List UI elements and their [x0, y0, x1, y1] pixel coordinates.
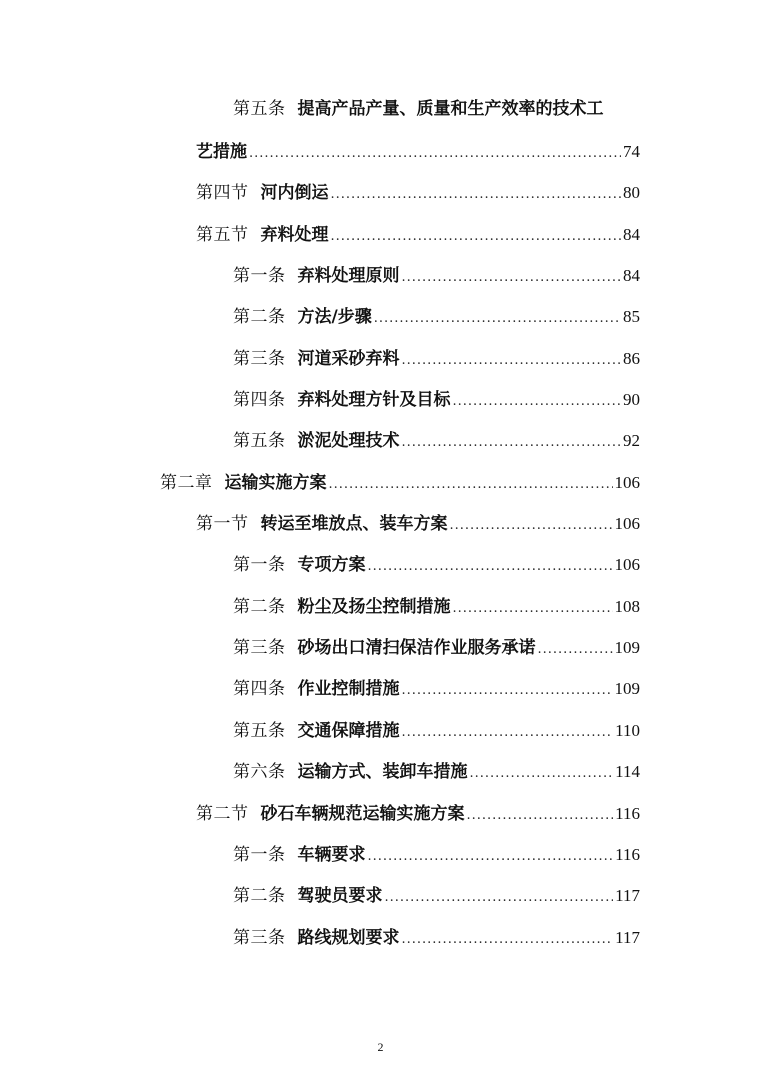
dot-leader	[368, 555, 613, 579]
toc-number: 第一条	[233, 266, 286, 286]
toc-page-number: 108	[614, 597, 640, 616]
dot-leader	[402, 721, 614, 745]
dot-leader	[402, 679, 613, 703]
toc-title: 作业控制措施	[297, 679, 400, 699]
toc-title: 专项方案	[297, 555, 366, 575]
dot-leader	[402, 266, 622, 290]
toc-page-number: 116	[615, 804, 640, 823]
toc-number: 第五条	[233, 721, 286, 741]
toc-page-number: 90	[623, 390, 640, 409]
toc-title: 砂石车辆规范运输实施方案	[260, 804, 465, 824]
toc-entry[interactable]	[233, 677, 640, 703]
toc-number: 第一条	[233, 845, 286, 865]
toc-number: 第五条	[233, 99, 286, 119]
toc-entry[interactable]	[233, 388, 640, 414]
toc-entry[interactable]	[233, 264, 640, 290]
dot-leader	[450, 514, 613, 538]
toc-page-number: 106	[614, 514, 640, 533]
toc-number: 第五条	[233, 431, 286, 451]
toc-entry[interactable]	[233, 843, 640, 869]
toc-entry[interactable]	[160, 471, 640, 497]
toc-page-number: 80	[623, 183, 640, 202]
toc-page-number: 85	[623, 307, 640, 326]
toc-number: 第四节	[196, 183, 249, 203]
toc-page-number: 106	[614, 473, 640, 492]
toc-title: 驾驶员要求	[297, 886, 383, 906]
toc-entry[interactable]	[233, 553, 640, 579]
toc-number: 第二节	[196, 804, 249, 824]
dot-leader	[329, 473, 613, 497]
toc-title: 淤泥处理技术	[297, 431, 400, 451]
toc-number: 第三条	[233, 638, 286, 658]
toc-number: 第六条	[233, 762, 286, 782]
toc-number: 第二条	[233, 886, 286, 906]
toc-page-number: 109	[614, 638, 640, 657]
toc-number: 第二章	[160, 473, 213, 493]
dot-leader	[368, 845, 614, 869]
toc-entry[interactable]	[233, 305, 640, 331]
toc-page-number: 117	[615, 928, 640, 947]
toc-title: 砂场出口清扫保洁作业服务承诺	[297, 638, 536, 658]
toc-entry[interactable]	[233, 429, 640, 455]
toc-title: 车辆要求	[297, 845, 366, 865]
dot-leader	[331, 183, 622, 207]
toc-entry[interactable]	[233, 636, 640, 662]
toc-number: 第一节	[196, 514, 249, 534]
toc-number: 第一条	[233, 555, 286, 575]
toc-title: 路线规划要求	[297, 928, 400, 948]
toc-page-number: 110	[615, 721, 640, 740]
toc-number: 第三条	[233, 928, 286, 948]
toc-entry[interactable]	[233, 760, 640, 786]
toc-number: 第四条	[233, 390, 286, 410]
dot-leader	[374, 307, 621, 331]
toc-number: 第五节	[196, 225, 249, 245]
toc-title: 提高产品产量、质量和生产效率的技术工	[297, 99, 604, 119]
toc-entry[interactable]	[233, 884, 640, 910]
toc-title: 弃料处理原则	[297, 266, 400, 286]
toc-title: 运输实施方案	[224, 473, 327, 493]
toc-number: 第四条	[233, 679, 286, 699]
toc-page-number: 84	[623, 266, 640, 285]
toc-page-number: 84	[623, 225, 640, 244]
toc-entry[interactable]	[233, 926, 640, 952]
toc-number: 第二条	[233, 597, 286, 617]
toc-entry[interactable]	[233, 97, 640, 121]
toc-page-number: 106	[614, 555, 640, 574]
toc-entry[interactable]	[233, 719, 640, 745]
toc-title: 艺措施	[196, 142, 247, 162]
toc-page-number: 114	[615, 762, 640, 781]
toc-page-number: 74	[623, 142, 640, 161]
toc-title: 弃料处理方针及目标	[297, 390, 451, 410]
toc-title: 转运至堆放点、装车方案	[260, 514, 448, 534]
dot-leader	[249, 142, 621, 166]
toc-title: 运输方式、装卸车措施	[297, 762, 468, 782]
dot-leader	[453, 597, 613, 621]
footer-page-number: 2	[377, 1040, 384, 1054]
toc-title: 弃料处理	[260, 225, 329, 245]
toc-entry[interactable]	[196, 512, 640, 538]
toc-page-number: 116	[615, 845, 640, 864]
dot-leader	[402, 349, 622, 373]
toc-entry[interactable]	[196, 223, 640, 249]
dot-leader	[402, 928, 614, 952]
toc-number: 第二条	[233, 307, 286, 327]
toc-entry[interactable]	[196, 802, 640, 828]
toc-entry[interactable]	[233, 595, 640, 621]
dot-leader	[538, 638, 613, 662]
toc-title: 交通保障措施	[297, 721, 400, 741]
dot-leader	[467, 804, 614, 828]
toc-number: 第三条	[233, 349, 286, 369]
toc-title: 粉尘及扬尘控制措施	[297, 597, 451, 617]
dot-leader	[385, 886, 614, 910]
toc-title: 河道采砂弃料	[297, 349, 400, 369]
toc-entry[interactable]	[196, 140, 640, 166]
dot-leader	[402, 431, 622, 455]
toc-page-number: 86	[623, 349, 640, 368]
toc-page-number: 117	[615, 886, 640, 905]
toc-entry[interactable]	[196, 181, 640, 207]
dot-leader	[470, 762, 614, 786]
toc-entry[interactable]	[233, 347, 640, 373]
toc-page-number: 92	[623, 431, 640, 450]
toc-title: 河内倒运	[260, 183, 329, 203]
toc-title: 方法/步骤	[297, 307, 372, 327]
toc-page-number: 109	[614, 679, 640, 698]
dot-leader	[331, 225, 622, 249]
dot-leader	[453, 390, 622, 414]
